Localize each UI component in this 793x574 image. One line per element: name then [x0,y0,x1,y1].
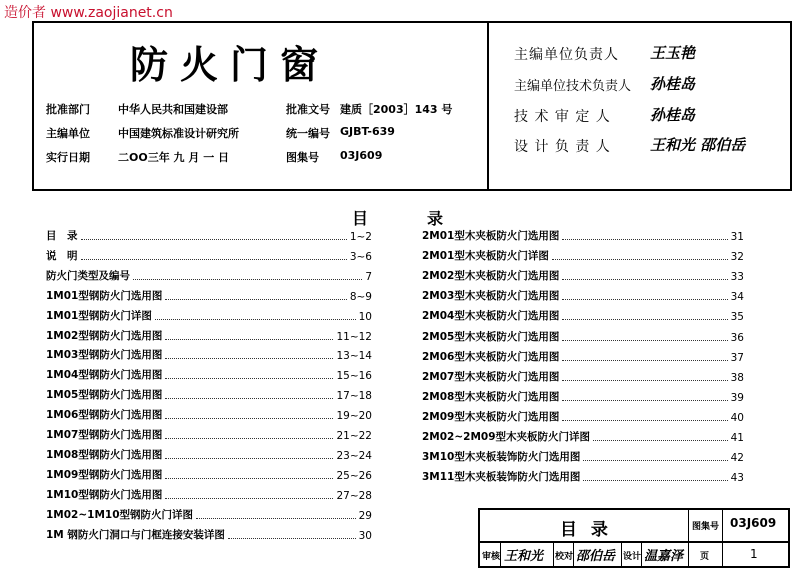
toc-entry-title: 1M10型钢防火门选用图 [46,488,163,501]
title-block-divider-1 [688,508,689,568]
toc-entry-page: 10 [358,310,372,323]
toc-entry-title: 2M03型木夹板防火门选用图 [422,290,560,303]
toc-entry [422,289,744,303]
page-title: 防火门窗 [130,42,331,87]
toc-leader-dots [81,258,347,260]
responsibility-signature-2: 孙桂岛 [650,75,696,93]
title-block-bottom-border [478,566,790,568]
frame-header-divider [487,21,489,191]
toc-entry-page: 23~24 [336,449,372,462]
toc-entry [46,348,372,362]
title-block-design-signature: 温嘉泽 [644,549,684,564]
toc-entry [46,229,372,243]
responsibility-role-2: 主编单位技术负责人 [514,79,632,94]
toc-entry-title: 2M09型木夹板防火门选用图 [422,410,560,423]
toc-entry-title: 2M01型木夹板防火门选用图 [422,230,560,242]
toc-entry-page: 27~28 [336,489,372,502]
toc-entry-page: 21~22 [336,430,372,442]
toc-leader-dots [562,238,727,240]
toc-leader-dots [562,379,727,381]
toc-entry-page: 42 [730,452,744,465]
toc-entry-title: 1M01型钢防火门选用图 [46,289,163,302]
title-block-name: 目 录 [560,520,612,540]
toc-entry [422,269,744,283]
title-block-divider-6 [621,541,622,568]
toc-entry-title: 1M 钢防火门洞口与门框连接安装详图 [46,528,225,541]
toc-entry-title: 1M05型钢防火门选用图 [46,389,163,402]
toc-entry-page: 32 [730,251,744,264]
toc-entry [46,249,372,263]
toc-entry-page: 40 [730,411,744,424]
title-block-middle-border [478,541,790,543]
toc-entry [46,488,372,502]
atlas-no-label: 图集号 [286,151,319,164]
toc-entry [46,428,372,442]
title-block-atlas-label: 图集号 [692,522,720,532]
responsibility-signature-3: 孙桂岛 [650,106,696,124]
approval-doc-label: 批准文号 [286,103,330,116]
toc-entry [46,309,372,323]
toc-entry [46,408,372,422]
toc-leader-dots [562,278,727,280]
responsibility-role-1: 主编单位负责人 [514,47,619,63]
toc-entry [46,388,372,402]
toc-leader-dots [133,278,362,280]
toc-heading-left: 目 [352,209,369,228]
toc-entry [422,229,744,243]
toc-entry-title: 1M01型钢防火门详图 [46,309,152,322]
toc-entry [46,528,372,542]
toc-entry [422,309,744,323]
toc-entry [422,410,744,424]
title-block-divider-5 [573,541,574,568]
toc-entry-page: 34 [730,291,744,304]
toc-leader-dots [562,359,727,361]
responsibility-role-4: 设 计 负 责 人 [514,139,611,155]
toc-entry-title: 1M06型钢防火门选用图 [46,409,163,422]
toc-leader-dots [228,537,356,539]
toc-entry [422,430,744,444]
title-block-check-signature: 邵伯岳 [576,549,616,564]
unified-code-label: 统一编号 [286,127,330,140]
toc-leader-dots [552,258,728,260]
toc-entry-page: 35 [730,311,744,324]
responsibility-signature-1: 王玉艳 [650,44,696,62]
toc-entry-title: 2M05型木夹板防火门选用图 [422,330,560,343]
toc-entry-title: 目 录 [46,230,78,242]
title-block-divider-4 [553,541,554,568]
title-block-divider-2 [722,508,723,568]
toc-entry [46,329,372,343]
toc-entry-title: 2M04型木夹板防火门选用图 [422,310,560,323]
toc-entry-page: 31 [730,231,744,243]
toc-leader-dots [165,298,346,300]
toc-entry [422,390,744,404]
responsibility-signature-4: 王和光 邵伯岳 [650,136,746,154]
approval-dept-label: 批准部门 [46,103,90,116]
toc-entry-page: 7 [365,270,372,283]
toc-entry-page: 39 [730,391,744,404]
toc-entry-title: 1M04型钢防火门选用图 [46,369,163,382]
toc-leader-dots [562,318,727,320]
toc-entry-page: 36 [730,331,744,344]
approval-doc: 建质［2003］143 号 [340,103,453,116]
toc-entry [46,269,372,283]
toc-entry-title: 2M08型木夹板防火门选用图 [422,390,560,403]
frame-top-border [32,21,792,23]
toc-entry-title: 1M08型钢防火门选用图 [46,448,163,461]
toc-entry [46,289,372,303]
title-block-divider-3 [500,541,501,568]
toc-entry-title: 1M02~1M10型钢防火门详图 [46,508,194,521]
editor-unit-label: 主编单位 [46,127,90,140]
toc-entry-title: 说 明 [46,249,78,262]
title-block-page-label: 页 [700,552,710,562]
toc-entry-page: 25~26 [336,469,372,482]
toc-entry-title: 2M02型木夹板防火门选用图 [422,270,560,283]
toc-entry-title: 2M06型木夹板防火门选用图 [422,350,560,363]
toc-entry-page: 29 [358,509,372,522]
toc-entry [422,249,744,263]
toc-entry-page: 37 [730,351,744,364]
toc-entry-page: 43 [730,472,744,485]
frame-right-border [790,21,792,191]
toc-entry [422,350,744,364]
toc-leader-dots [583,479,727,481]
title-block-review-signature: 王和光 [504,549,544,564]
toc-entry-page: 30 [358,529,372,542]
toc-leader-dots [165,457,333,459]
toc-leader-dots [165,417,333,419]
title-block-design-label: 设计 [623,552,642,562]
toc-entry-page: 19~20 [336,410,372,423]
title-block-review-label: 审核 [482,552,501,562]
atlas-no: 03J609 [340,149,383,162]
toc-entry-title: 3M10型木夹板装饰防火门选用图 [422,451,581,464]
toc-entry [422,450,744,464]
toc-entry-page: 41 [730,432,744,444]
toc-leader-dots [562,339,727,341]
title-block-right-border [788,508,790,568]
toc-leader-dots [165,338,333,340]
toc-leader-dots [583,459,727,461]
toc-leader-dots [562,298,727,300]
toc-entry-title: 1M03型钢防火门选用图 [46,349,163,362]
title-block-page-value: 1 [750,547,758,561]
toc-entry [422,330,744,344]
frame-header-bottom-border [32,189,792,191]
toc-entry-title: 1M07型钢防火门选用图 [46,429,163,441]
title-block-check-label: 校对 [555,552,574,562]
responsibility-role-3: 技 术 审 定 人 [514,109,611,125]
toc-entry-title: 防火门类型及编号 [46,269,130,282]
title-block-atlas-value: 03J609 [730,516,777,530]
toc-entry-title: 2M01型木夹板防火门详图 [422,250,549,263]
unified-code: GJBT-639 [340,125,395,138]
toc-entry-title: 1M02型钢防火门选用图 [46,329,163,342]
effective-date-label: 实行日期 [46,151,90,164]
approval-dept: 中华人民共和国建设部 [118,103,228,116]
toc-entry-title: 2M07型木夹板防火门选用图 [422,370,560,383]
toc-leader-dots [165,357,333,359]
toc-entry-page: 3~6 [349,250,372,263]
watermark: 造价者 www.zaojianet.cn [4,5,173,21]
toc-heading-right: 录 [427,209,444,228]
toc-leader-dots [165,477,333,479]
toc-entry-title: 3M11型木夹板装饰防火门选用图 [422,471,581,484]
toc-entry-page: 13~14 [336,350,372,363]
title-block-divider-7 [641,541,642,568]
toc-entry [46,368,372,382]
toc-entry-page: 1~2 [349,231,372,243]
title-block-top-border [478,508,790,510]
toc-leader-dots [165,377,333,379]
effective-date: 二OO三年 九 月 一 日 [118,151,230,164]
editor-unit: 中国建筑标准设计研究所 [118,127,239,140]
frame-left-border [32,21,34,191]
toc-leader-dots [196,517,356,519]
toc-leader-dots [165,497,333,499]
toc-entry [422,370,744,384]
toc-entry [46,508,372,522]
toc-leader-dots [155,318,356,320]
toc-entry [46,468,372,482]
toc-leader-dots [81,238,347,240]
toc-leader-dots [562,419,727,421]
toc-entry-title: 2M02~2M09型木夹板防火门详图 [422,431,591,443]
toc-entry-page: 33 [730,271,744,284]
toc-entry-title: 1M09型钢防火门选用图 [46,468,163,481]
toc-leader-dots [165,437,333,439]
toc-entry [422,470,744,484]
toc-entry-page: 17~18 [336,390,372,403]
toc-entry-page: 8~9 [349,290,372,303]
toc-entry-page: 15~16 [336,370,372,383]
toc-leader-dots [593,439,728,441]
toc-entry-page: 38 [730,371,744,384]
toc-entry-page: 11~12 [336,330,372,343]
title-block-left-border [478,508,480,568]
toc-entry [46,448,372,462]
toc-leader-dots [165,397,333,399]
toc-leader-dots [562,399,727,401]
